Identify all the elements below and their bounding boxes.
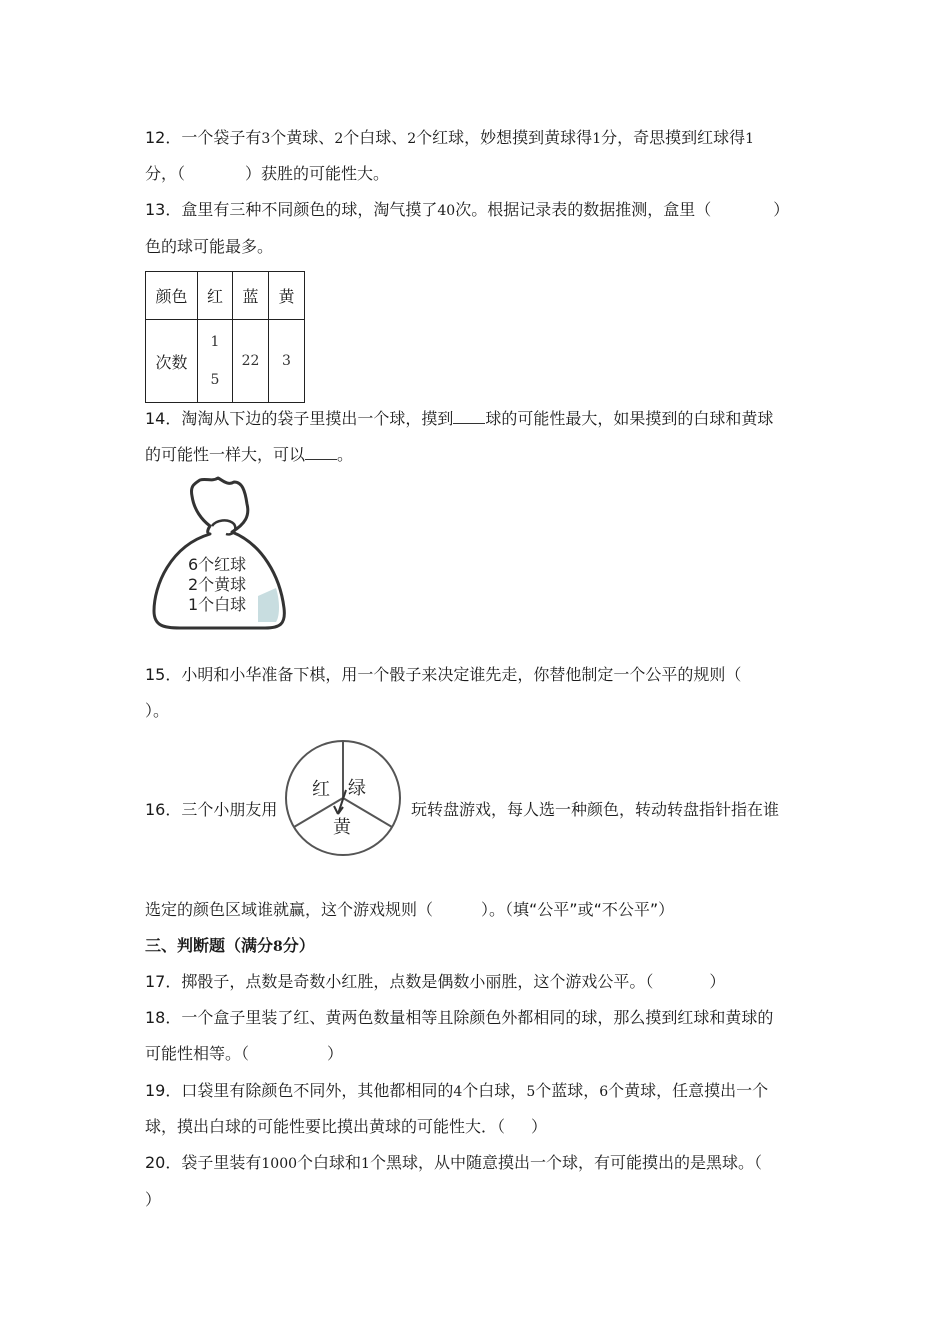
q15-line1: 15．小明和小华准备下棋，用一个骰子来决定谁先走，你替他制定一个公平的规则（ xyxy=(145,665,742,684)
table-header-blue: 蓝 xyxy=(233,272,269,320)
q14-blank-2[interactable] xyxy=(305,445,337,460)
spinner-label-green: 绿 xyxy=(348,778,366,799)
q16-text-before: 16．三个小朋友用 xyxy=(145,800,278,819)
q14-blank-1[interactable] xyxy=(453,409,485,424)
spinner-illustration xyxy=(284,738,404,858)
table-count-yellow: 3 xyxy=(269,320,305,403)
q20-num-white: 1000 xyxy=(261,1156,298,1172)
q12-line2: 分，（ ）获胜的可能性大。 xyxy=(145,164,390,183)
section3-score: 8 xyxy=(273,939,283,955)
bag-label-red: 6个红球 xyxy=(188,555,247,574)
q20-line2 xyxy=(145,1189,161,1211)
q19-line2: 球，摸出白球的可能性要比摸出黄球的可能性大．（ ） xyxy=(145,1117,548,1136)
q12-line1: 12．一个袋子有3个黄球、2个白球、2个红球，妙想摸到黄球得1分，奇思摸到红球得1 xyxy=(145,128,755,147)
q15-line2: ）。 xyxy=(145,701,170,720)
q12-points-1: 1 xyxy=(592,131,602,147)
spinner-label-red: 红 xyxy=(312,779,330,800)
q12-num-red: 2 xyxy=(407,131,417,147)
q13-line2: 色的球可能最多。 xyxy=(145,237,274,256)
q19-num-white: 4 xyxy=(453,1084,463,1100)
q14-line2: 的可能性一样大，可以 。 xyxy=(145,445,354,464)
ball-bag-illustration xyxy=(150,476,290,636)
q12-num-yellow: 3 xyxy=(261,131,271,147)
table-header-color: 颜色 xyxy=(146,272,198,320)
table-header-row xyxy=(146,272,305,320)
table-count-red: 1 5 xyxy=(198,320,233,403)
q14-line1: 14．淘淘从下边的袋子里摸出一个球，摸到 球的可能性最大，如果摸到的白球和黄球 xyxy=(145,409,774,428)
q16-line2: 选定的颜色区域谁就赢，这个游戏规则（ ）。（填“公平”或“不公平”） xyxy=(145,900,675,919)
q19-line1: 19．口袋里有除颜色不同外，其他都相同的4个白球，5个蓝球，6个黄球，任意摸出一个 xyxy=(145,1081,769,1100)
table-count-blue: 22 xyxy=(233,320,269,403)
table-header-red: 红 xyxy=(198,272,233,320)
q13-record-table xyxy=(145,271,305,403)
table-count-row xyxy=(146,320,305,403)
bag-label-yellow: 2个黄球 xyxy=(188,575,247,594)
q13-draw-count: 40 xyxy=(437,203,456,219)
q20-answer-blank[interactable]: ） xyxy=(145,1190,162,1209)
q17-line: 17．掷骰子，点数是奇数小红胜，点数是偶数小丽胜，这个游戏公平。（ ） xyxy=(145,972,726,991)
section3-title: 三、判断题（满分8分） xyxy=(145,936,315,955)
q20-num-black: 1 xyxy=(361,1156,370,1172)
q18-line2: 可能性相等。（ ） xyxy=(145,1044,344,1063)
q18-line1: 18．一个盒子里装了红、黄两色数量相等且除颜色外都相同的球，那么摸到红球和黄球的 xyxy=(145,1008,774,1027)
bag-label-white: 1个白球 xyxy=(188,595,247,614)
q19-num-yellow: 6 xyxy=(599,1084,609,1100)
table-count-label: 次数 xyxy=(146,320,198,403)
q20-line1: 20．袋子里装有1000个白球和1个黑球，从中随意摸出一个球，有可能摸出的是黑球。（ xyxy=(145,1153,762,1172)
table-header-yellow: 黄 xyxy=(269,272,305,320)
q12-points-2: 1 xyxy=(745,131,755,147)
q13-line1: 13．盒里有三种不同颜色的球，淘气摸了40次。根据记录表的数据推测，盒里（ ） xyxy=(145,200,790,219)
q12-num-white: 2 xyxy=(334,131,344,147)
q16-text-after: 玩转盘游戏，每人选一种颜色，转动转盘指针指在谁 xyxy=(411,800,780,819)
spinner-label-yellow: 黄 xyxy=(333,817,351,838)
q19-num-blue: 5 xyxy=(526,1084,536,1100)
